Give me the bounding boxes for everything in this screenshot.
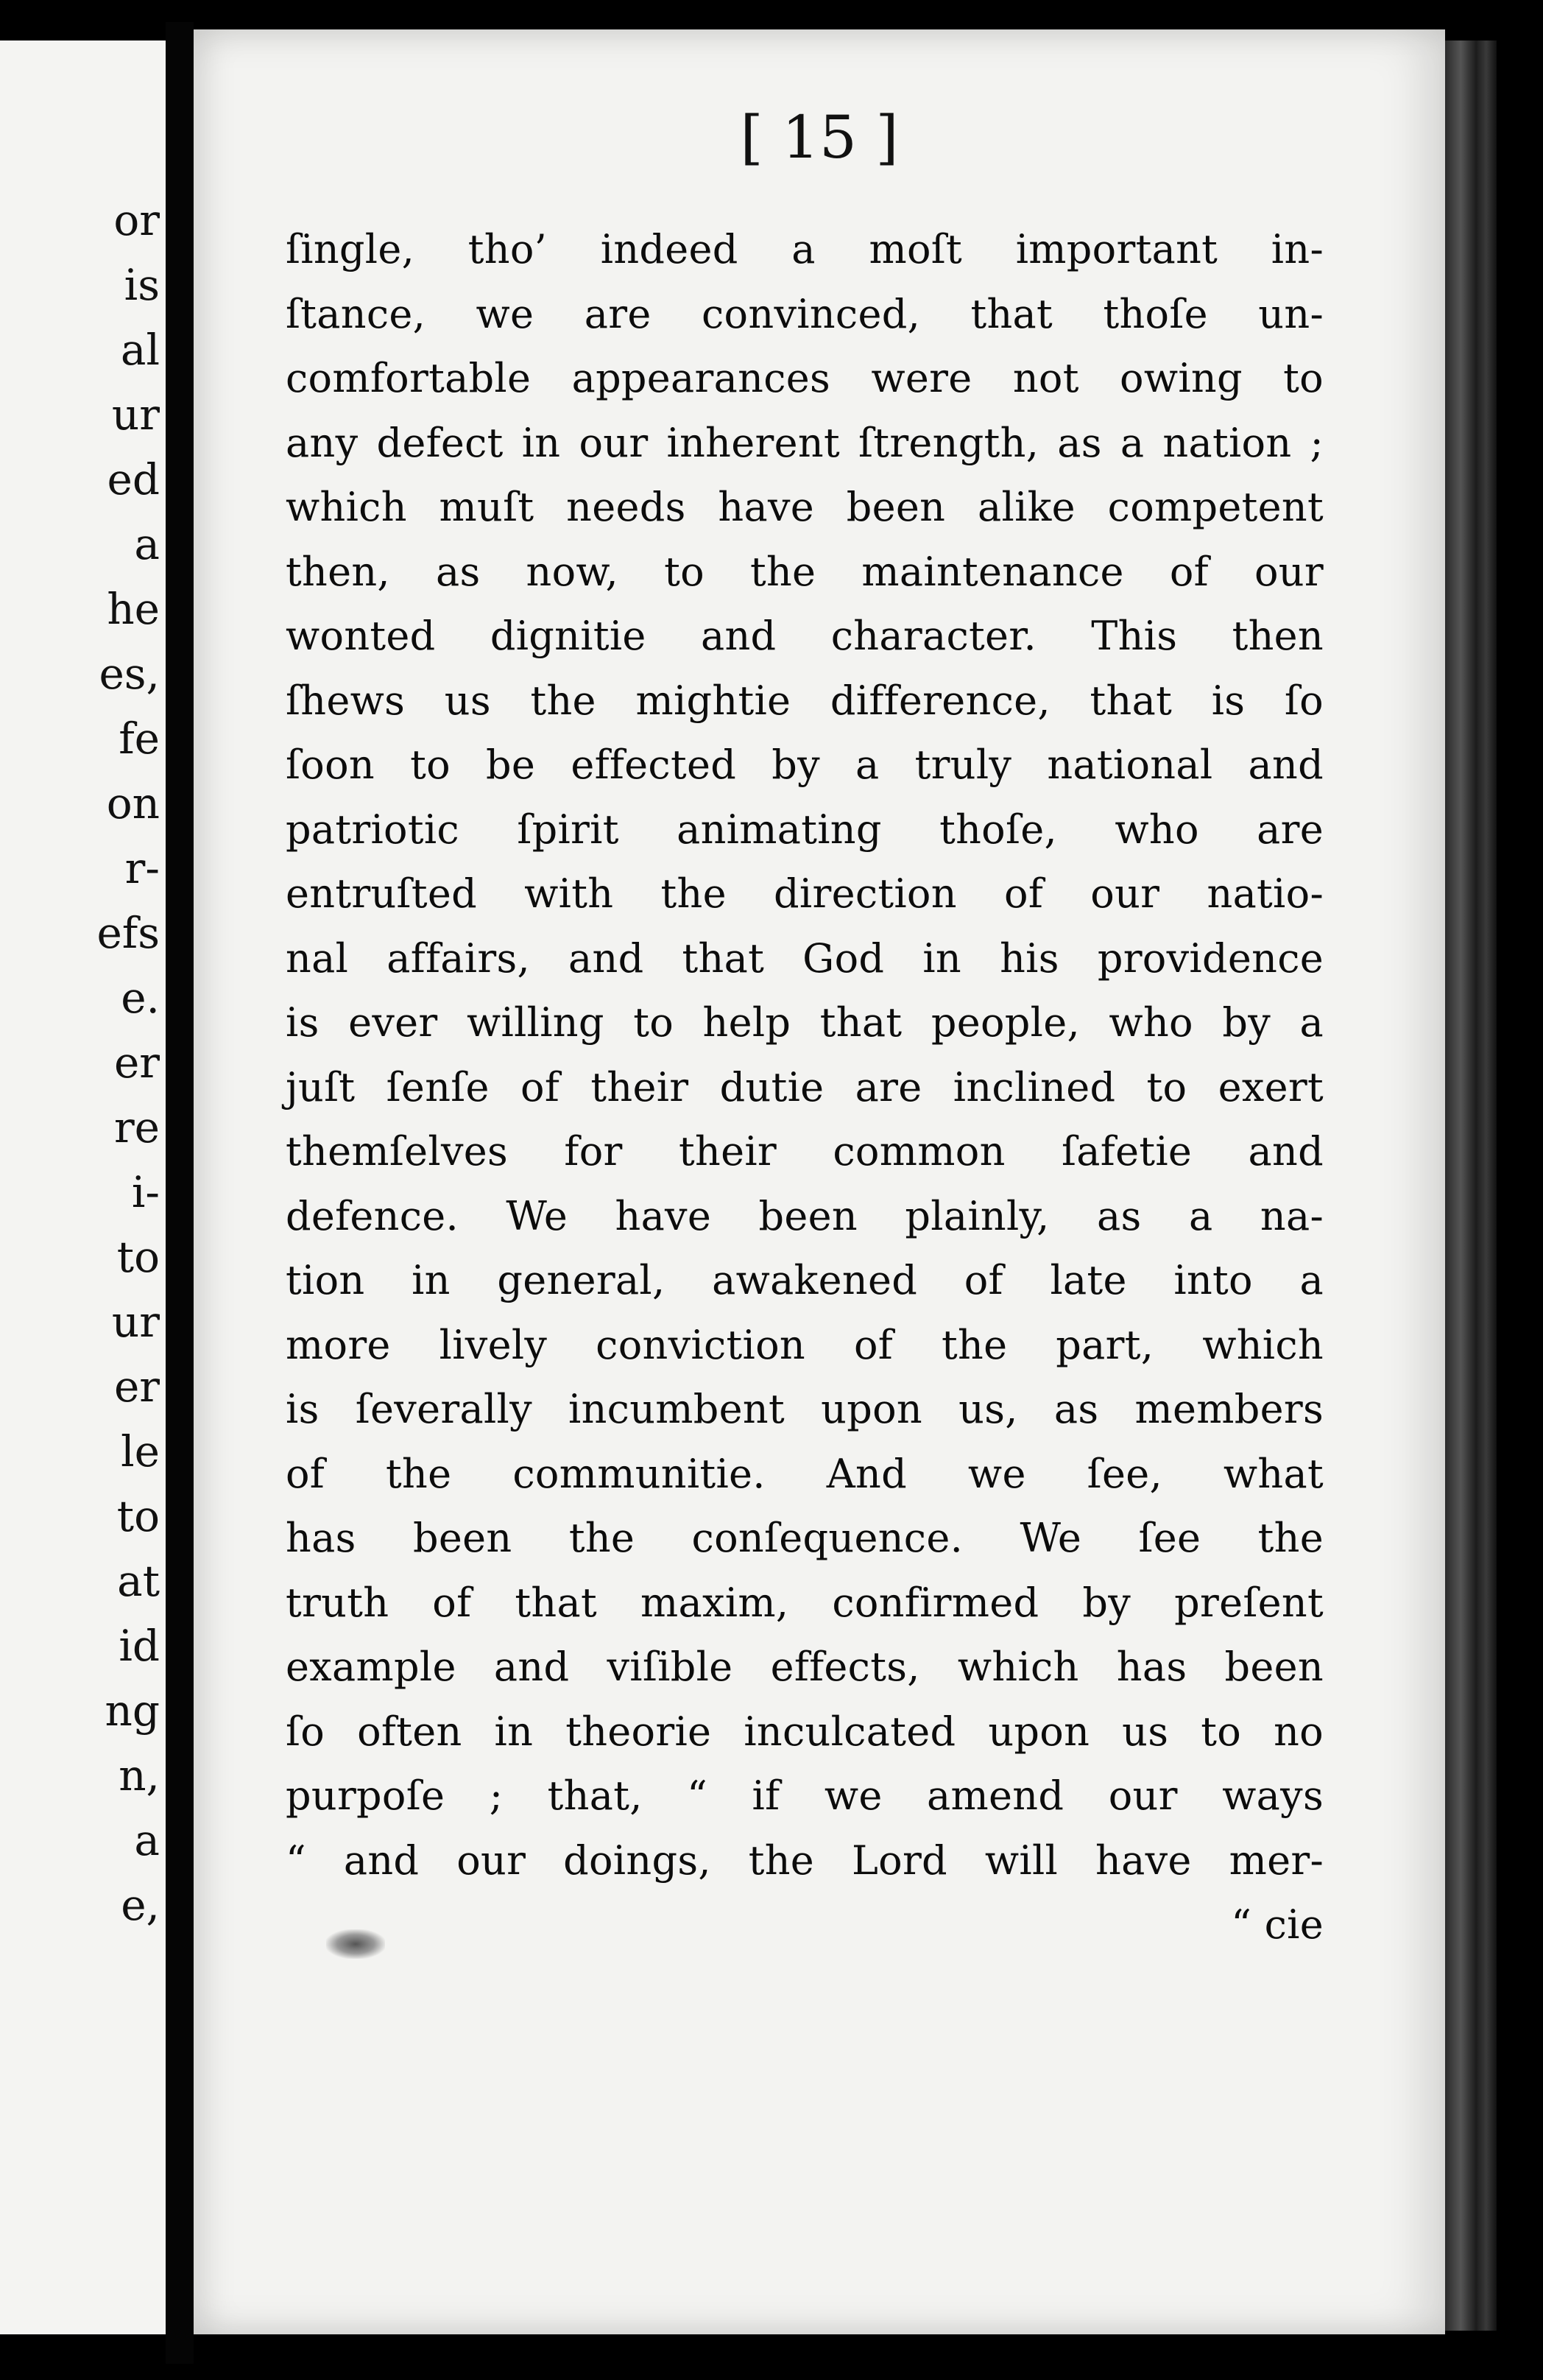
facing-page-fragment: es, [99, 649, 160, 699]
facing-page-fragment: is [124, 260, 160, 310]
text-line: is ever willing to help that people, who by a [286, 999, 1324, 1046]
text-line: ſtance, we are convinced, that thoſe un- [286, 290, 1324, 337]
text-line: themſelves for their common ſafetie and [286, 1128, 1324, 1175]
facing-page-fragment: id [119, 1621, 160, 1671]
page-text [286, 217, 1324, 1957]
facing-page-fragment: e, [121, 1880, 160, 1930]
text-line: is ſeverally incumbent upon us, as members [286, 1386, 1324, 1432]
facing-page-fragment: or [113, 195, 160, 245]
facing-page-fragment: er [113, 1038, 160, 1088]
facing-page-fragment: re [113, 1102, 160, 1152]
facing-page-fragment: ng [105, 1686, 160, 1736]
text-line: has been the conſequence. We ſee the [286, 1515, 1324, 1561]
facing-page-fragment: to [116, 1232, 160, 1282]
text-line: of the communitie. And we ſee, what [286, 1450, 1324, 1497]
facing-page-fragment: r- [124, 843, 160, 893]
text-line: any defect in our inherent ſtrength, as a nation ; [286, 419, 1324, 466]
facing-page-fragment: er [113, 1362, 160, 1412]
text-line: nal affairs, and that God in his providence [286, 934, 1324, 982]
text-line: comfortable appearances were not owing to [286, 355, 1324, 401]
text-line: juſt ſenſe of their dutie are inclined to exert [286, 1063, 1324, 1110]
facing-page-fragment: al [120, 325, 160, 375]
text-line: entruſted with the direction of our natio- [286, 870, 1324, 917]
text-line: ſo often in theorie inculcated upon us to no [286, 1708, 1324, 1755]
facing-page-fragment: efs [96, 908, 160, 958]
text-line: tion in general, awakened of late into a [286, 1257, 1324, 1303]
facing-page-fragment: a [134, 519, 160, 569]
facing-page-edge [0, 41, 166, 2334]
text-line: purpoſe ; that, “ if we amend our ways [286, 1772, 1324, 1819]
ink-blot [326, 1929, 385, 1959]
facing-page-fragment: le [121, 1426, 160, 1476]
text-line: wonted dignitie and character. This then [286, 613, 1324, 659]
catchword: “ cie [1231, 1901, 1324, 1948]
facing-page-fragment: ur [111, 1297, 160, 1347]
text-line: which muſt needs have been alike competent [286, 484, 1324, 530]
text-line: more lively conviction of the part, which [286, 1321, 1324, 1368]
book-gutter [166, 22, 194, 2364]
text-line: then, as now, to the maintenance of our [286, 548, 1324, 595]
text-line: truth of that maxim, confirmed by preſent [286, 1579, 1324, 1626]
text-line: “ and our doings, the Lord will have mer- [286, 1837, 1324, 1884]
facing-page-fragment: on [106, 778, 160, 828]
text-line: patriotic ſpirit animating thoſe, who are [286, 806, 1324, 853]
text-line: ſoon to be effected by a truly national and [286, 742, 1324, 788]
facing-page-fragment: he [107, 584, 160, 634]
facing-page-fragment: e. [121, 973, 160, 1023]
page-number: [ 15 ] [740, 103, 899, 172]
text-line: defence. We have been plainly, as a na- [286, 1192, 1324, 1239]
page-stack-edge [1445, 41, 1497, 2331]
facing-page-fragment: ur [111, 390, 160, 440]
facing-page-fragment: ed [107, 454, 160, 504]
facing-page-fragment: i- [131, 1167, 160, 1217]
text-line: example and viſible effects, which has been [286, 1644, 1324, 1690]
facing-page-fragment: at [117, 1556, 160, 1606]
text-line: ſingle, tho’ indeed a moſt important in- [286, 226, 1324, 272]
facing-page-fragment: to [116, 1491, 160, 1541]
facing-page-fragment: n, [119, 1750, 160, 1800]
text-line: ſhews us the mightie difference, that is ſo [286, 677, 1324, 724]
book-page [194, 29, 1445, 2334]
facing-page-fragment: fe [119, 714, 160, 764]
facing-page-fragment: a [134, 1815, 160, 1865]
